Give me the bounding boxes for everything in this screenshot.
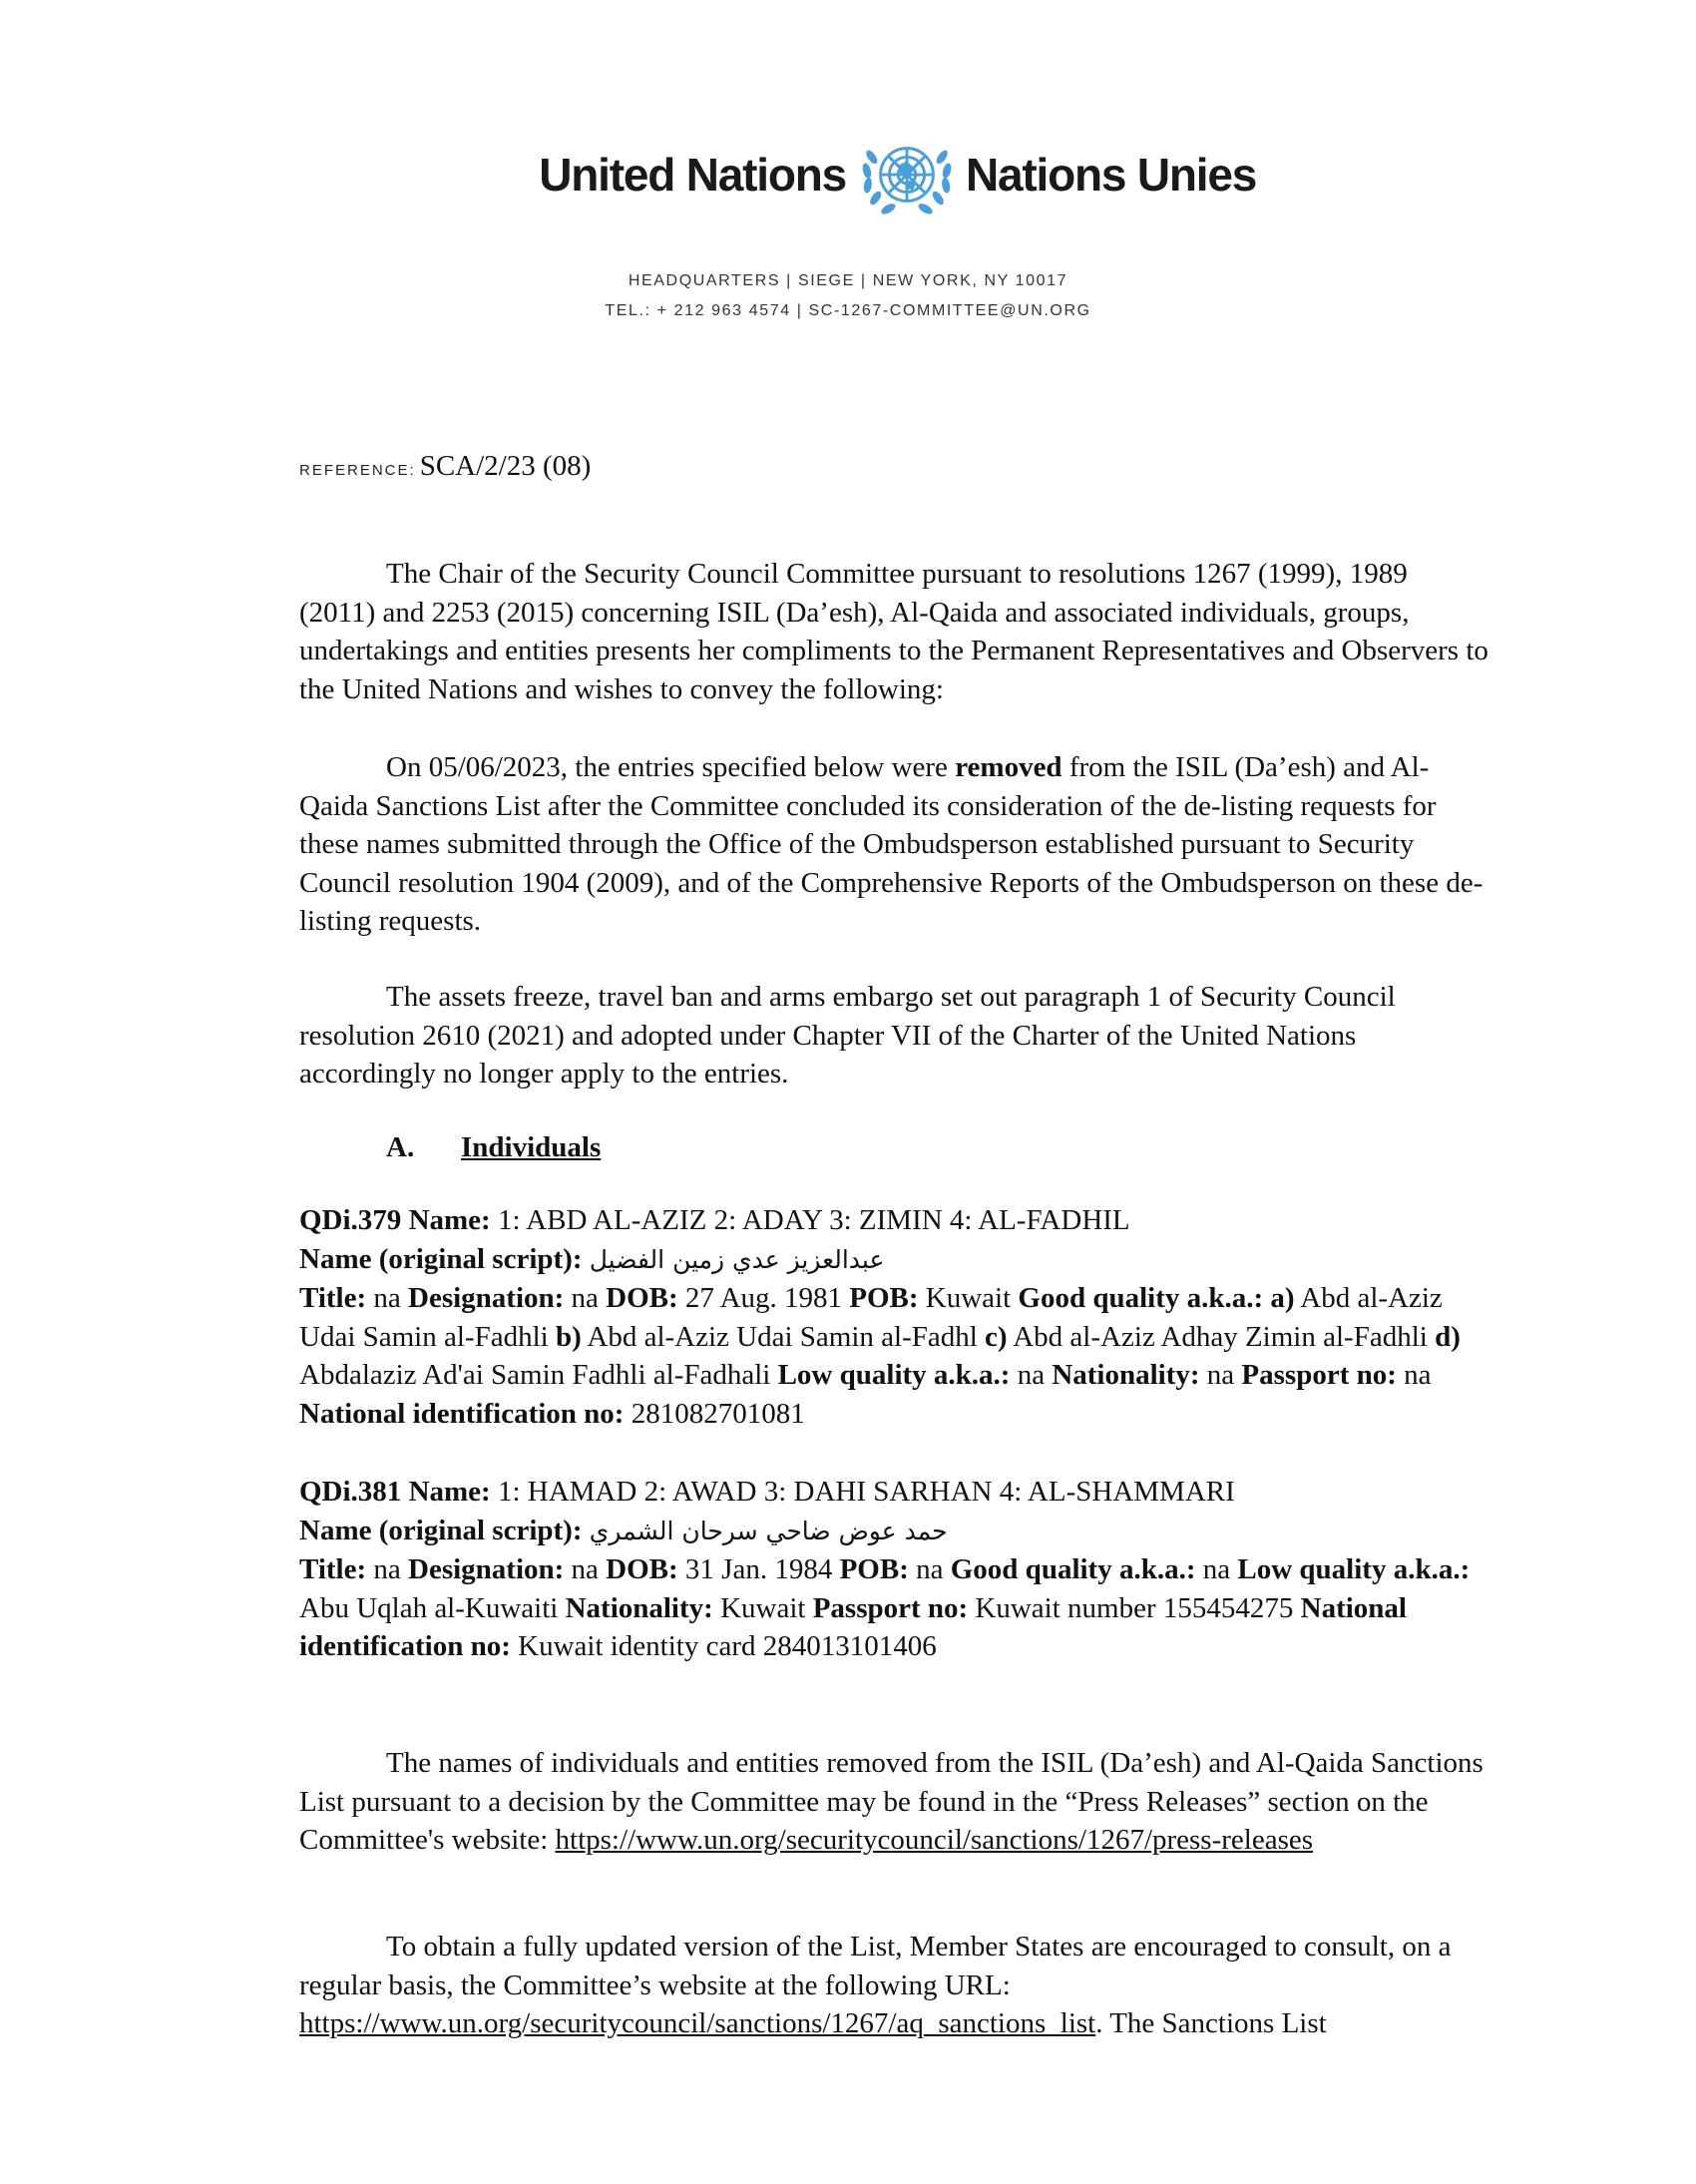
good-aka-label: Good quality a.k.a.:	[1018, 1282, 1264, 1314]
good-aka-value: na	[1202, 1553, 1231, 1585]
entry-original-script-line	[299, 1512, 1488, 1551]
entry-name-line	[299, 1473, 1488, 1512]
original-script-label: Name (original script):	[299, 1242, 583, 1275]
updated-list-paragraph	[299, 1928, 1488, 2043]
reference-value: SCA/2/23 (08)	[419, 450, 592, 482]
entry-name: 1: ABD AL-AZIZ 2: ADAY 3: ZIMIN 4: AL-FADHIL	[497, 1204, 1130, 1236]
aka-key: a)	[1270, 1282, 1295, 1314]
updated-list-tail: . The Sanctions List	[1095, 2007, 1327, 2039]
national-id-value: Kuwait identity card 284013101406	[518, 1630, 937, 1662]
entry-details	[299, 1279, 1488, 1433]
pob-value: Kuwait	[925, 1282, 1012, 1314]
passport-value: Kuwait number 155454275	[975, 1591, 1294, 1624]
entry-original-script-line	[299, 1240, 1488, 1280]
low-aka-value: na	[1017, 1359, 1046, 1391]
pob-label: POB:	[839, 1553, 909, 1585]
press-releases-text: The names of individuals and entities removed from the ISIL (Da’esh) and Al-Qaida Sanctions List pursuant to a decision by the Committee may be found in the “Press Releases” section on the Committee's website:	[299, 1747, 1484, 1856]
un-emblem-icon	[858, 132, 956, 221]
title-label: Title:	[299, 1282, 367, 1314]
designation-label: Designation:	[408, 1553, 565, 1585]
letterhead	[0, 128, 1696, 223]
low-aka-label: Low quality a.k.a.:	[1237, 1553, 1471, 1585]
section-heading	[386, 1128, 601, 1167]
nationality-label: Nationality:	[1052, 1359, 1200, 1391]
nationality-label: Nationality:	[565, 1591, 713, 1624]
low-aka-value: Abu Uqlah al-Kuwaiti	[299, 1591, 559, 1624]
section-number: A.	[386, 1131, 415, 1163]
passport-label: Passport no:	[812, 1591, 969, 1624]
section-title: Individuals	[461, 1131, 602, 1163]
title-label: Title:	[299, 1553, 367, 1585]
sanctions-list-link[interactable]: https://www.un.org/securitycouncil/sanctions/1267/aq_sanctions_list	[299, 2007, 1096, 2039]
passport-label: Passport no:	[1241, 1359, 1397, 1391]
entry-name: 1: HAMAD 2: AWAD 3: DAHI SARHAN 4: AL-SHAMMARI	[497, 1476, 1235, 1508]
removed-emphasis: removed	[955, 751, 1062, 783]
name-label: Name:	[408, 1476, 491, 1508]
address-line-2: TEL.: + 212 963 4574 | SC-1267-COMMITTEE@UN.ORG	[605, 302, 1091, 319]
aka-key: d)	[1435, 1320, 1461, 1353]
entry-name-line	[299, 1201, 1488, 1240]
dob-label: DOB:	[606, 1553, 678, 1585]
national-id-label: National identification no:	[299, 1591, 1407, 1662]
updated-list-text: To obtain a fully updated version of the List, Member States are encouraged to consult, on a regular basis, the Committee’s website at the following URL:	[299, 1931, 1452, 2001]
dob-value: 31 Jan. 1984	[684, 1553, 833, 1585]
aka-value: Abd al-Aziz Udai Samin al-Fadhl	[587, 1320, 978, 1353]
address-line-1: HEADQUARTERS | SIEGE | NEW YORK, NY 10017	[628, 272, 1068, 289]
reference-label: REFERENCE:	[299, 462, 416, 479]
aka-value: Abdalaziz Ad'ai Samin Fadhli al-Fadhali	[299, 1359, 771, 1391]
passport-value: na	[1404, 1359, 1432, 1391]
removal-text-start: On 05/06/2023, the entries specified below were	[386, 751, 948, 783]
title-value: na	[373, 1553, 401, 1585]
designation-value: na	[571, 1282, 599, 1314]
aka-value: Abd al-Aziz Udai Samin al-Fadhli	[299, 1282, 1443, 1353]
nationality-value: na	[1206, 1359, 1235, 1391]
press-releases-paragraph	[299, 1744, 1488, 1860]
national-id-value: 281082701081	[631, 1397, 805, 1430]
removal-paragraph	[299, 748, 1488, 941]
entry-qdi-381	[299, 1473, 1488, 1666]
aka-key: c)	[985, 1320, 1008, 1353]
designation-label: Designation:	[408, 1282, 565, 1314]
dob-value: 27 Aug. 1981	[684, 1282, 843, 1314]
pob-value: na	[916, 1553, 944, 1585]
removal-text-end: from the ISIL (Da’esh) and Al-Qaida Sanctions List after the Committee concluded its consideration of the de-listing requests for these names submitted through the Office of the Ombudsperson established pursuant to Security Council resolution 1904 (2009), and of the Comprehensive Reports of the Ombudsperson on these de-listing requests.	[299, 751, 1484, 937]
intro-paragraph: The Chair of the Security Council Committee pursuant to resolutions 1267 (1999), 1989 (2011) and 2253 (2015) concerning ISIL (Da’esh), Al-Qaida and associated individuals, groups, undertakings and entities presents her compliments to the Permanent Representatives and Observers to the United Nations and wishes to convey the following:	[299, 558, 1488, 705]
measures-paragraph: The assets freeze, travel ban and arms embargo set out paragraph 1 of Security Council resolution 2610 (2021) and adopted under Chapter VII of the Charter of the United Nations accordingly no longer apply to the entries.	[299, 981, 1396, 1090]
pob-label: POB:	[849, 1282, 919, 1314]
designation-value: na	[571, 1553, 599, 1585]
good-aka-label: Good quality a.k.a.:	[950, 1553, 1196, 1585]
aka-value: Abd al-Aziz Adhay Zimin al-Fadhli	[1013, 1320, 1428, 1353]
entry-ref: QDi.379	[299, 1204, 402, 1236]
title-value: na	[373, 1282, 401, 1314]
entry-qdi-379	[299, 1201, 1488, 1433]
original-script-value: عبدالعزيز عدي زمين الفضيل	[589, 1244, 885, 1274]
aka-key: b)	[555, 1320, 582, 1353]
org-name-french: Nations Unies	[966, 149, 1257, 201]
original-script-label: Name (original script):	[299, 1514, 583, 1546]
original-script-value: حمد عوض ضاحي سرحان الشمري	[589, 1516, 948, 1545]
name-label: Name:	[408, 1204, 491, 1236]
low-aka-label: Low quality a.k.a.:	[777, 1359, 1011, 1391]
dob-label: DOB:	[606, 1282, 678, 1314]
entry-details	[299, 1550, 1488, 1666]
reference	[299, 447, 591, 486]
nationality-value: Kuwait	[720, 1591, 806, 1624]
national-id-label: National identification no:	[299, 1397, 625, 1430]
entry-ref: QDi.381	[299, 1476, 402, 1508]
press-releases-link[interactable]: https://www.un.org/securitycouncil/sanctions/1267/press-releases	[555, 1824, 1314, 1856]
org-name-english: United Nations	[539, 149, 846, 201]
